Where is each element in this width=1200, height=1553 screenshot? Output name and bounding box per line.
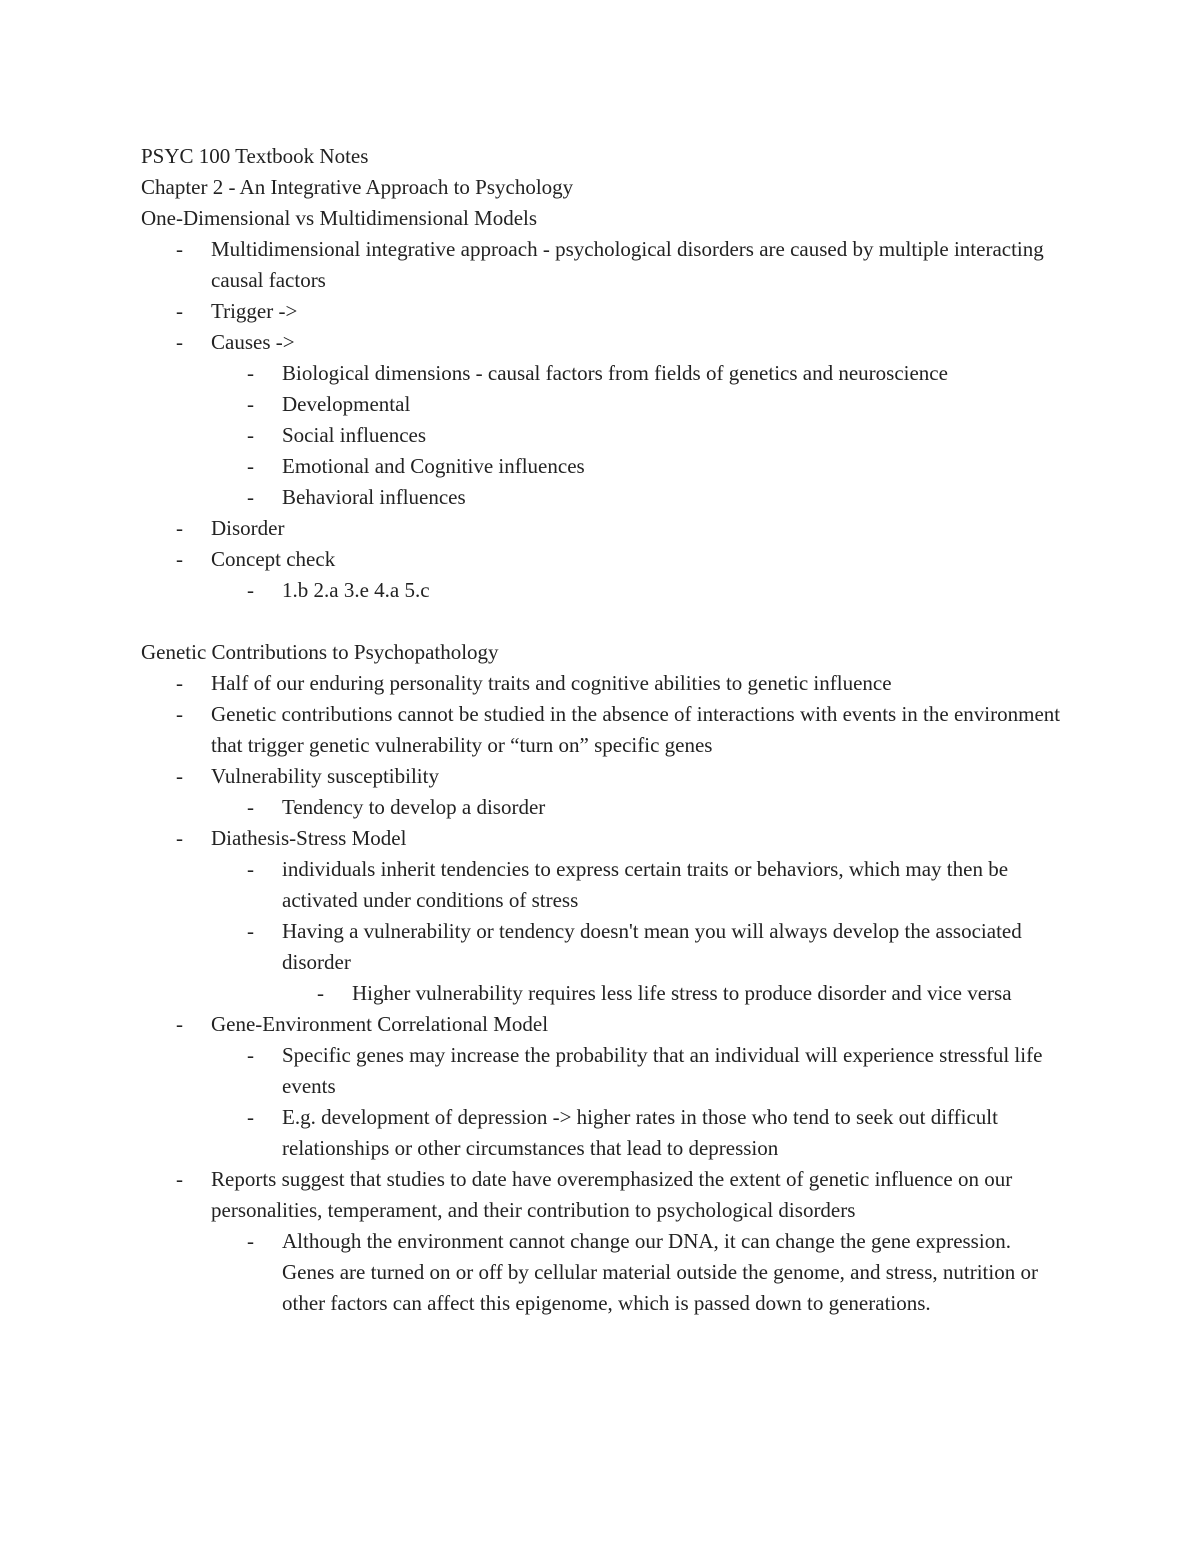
bullet-dash: - [176,1167,183,1191]
list-item-text: Biological dimensions - causal factors from fields of genetics and neuroscience [282,361,948,385]
list-item [141,575,1061,606]
list-item-text: Disorder [211,516,285,540]
list-item-text: Higher vulnerability requires less life stress to produce disorder and vice versa [352,981,1012,1005]
list-item [141,389,1061,420]
bullet-dash: - [247,361,254,385]
list-item-text: Genetic contributions cannot be studied in the absence of interactions with events in the environment that trigger genetic vulnerability or “turn on” specific genes [211,702,1061,757]
list-item-text: Causes -> [211,330,295,354]
notes-body [141,203,1061,1319]
list-item [141,327,1061,358]
bullet-dash: - [247,857,254,881]
list-item [141,792,1061,823]
list-item [141,978,1061,1009]
bullet-dash: - [247,392,254,416]
list-item-text: Trigger -> [211,299,298,323]
list-item [141,699,1061,761]
list-item-text: Tendency to develop a disorder [282,795,546,819]
bullet-dash: - [176,764,183,788]
list-item [141,1164,1061,1226]
section-heading: Genetic Contributions to Psychopathology [141,640,499,664]
bullet-dash: - [176,826,183,850]
list-item-text: E.g. development of depression -> higher rates in those who tend to seek out difficult relationships or other circumstances that lead to depression [282,1105,998,1160]
list-item-text: Behavioral influences [282,485,466,509]
list-item-text: Concept check [211,547,336,571]
list-item [141,1102,1061,1164]
section-heading: One-Dimensional vs Multidimensional Models [141,206,538,230]
bullet-dash: - [247,1105,254,1129]
list-item-text: Gene-Environment Correlational Model [211,1012,549,1036]
list-item-text: Social influences [282,423,427,447]
bullet-dash: - [317,981,324,1005]
list-item-text: Developmental [282,392,411,416]
bullet-dash: - [176,330,183,354]
list-item-text: Although the environment cannot change our DNA, it can change the gene expression. Genes are turned on or off by cellular material outside the genome, and stress, nutrition or other factors can affect this epigenome, which is passed down to generations. [282,1229,1038,1315]
list-item [141,513,1061,544]
list-item [141,482,1061,513]
list-item [141,1009,1061,1040]
list-item [141,1226,1061,1319]
list-item-text: Diathesis-Stress Model [211,826,407,850]
list-item [141,544,1061,575]
bullet-dash: - [247,485,254,509]
section-models [141,203,1061,606]
bullet-dash: - [176,671,183,695]
list-item [141,854,1061,916]
list-item [141,296,1061,327]
list-item [141,451,1061,482]
section-spacer [141,606,1061,637]
bullet-dash: - [247,795,254,819]
chapter-heading: Chapter 2 - An Integrative Approach to Psychology [141,175,574,199]
list-item-text: individuals inherit tendencies to express certain traits or behaviors, which may then be activated under conditions of stress [282,857,1009,912]
list-item [141,1040,1061,1102]
bullet-dash: - [247,454,254,478]
list-item [141,420,1061,451]
bullet-dash: - [247,578,254,602]
bullet-dash: - [176,299,183,323]
list-item [141,668,1061,699]
list-item-text: Having a vulnerability or tendency doesn't mean you will always develop the associated disorder [282,919,1022,974]
list-item [141,358,1061,389]
list-item [141,234,1061,296]
bullet-dash: - [247,919,254,943]
list-item-text: Half of our enduring personality traits and cognitive abilities to genetic influence [211,671,892,695]
document-title: PSYC 100 Textbook Notes [141,144,369,168]
list-item [141,916,1061,978]
bullet-dash: - [247,1043,254,1067]
document-page [141,141,1061,1319]
bullet-dash: - [176,702,183,726]
bullet-dash: - [176,237,183,261]
bullet-dash: - [176,516,183,540]
bullet-dash: - [247,1229,254,1253]
list-item-text: Multidimensional integrative approach - psychological disorders are caused by multiple interacting causal factors [211,237,1044,292]
list-item [141,761,1061,792]
list-item-text: Reports suggest that studies to date have overemphasized the extent of genetic influence on our personalities, temperament, and their contribution to psychological disorders [211,1167,1013,1222]
list-item [141,823,1061,854]
list-item-text: Specific genes may increase the probability that an individual will experience stressful life events [282,1043,1043,1098]
bullet-dash: - [176,547,183,571]
bullet-dash: - [176,1012,183,1036]
list-item-text: Emotional and Cognitive influences [282,454,585,478]
bullet-dash: - [247,423,254,447]
section-genetics [141,637,1061,1319]
list-item-text: 1.b 2.a 3.e 4.a 5.c [282,578,430,602]
list-item-text: Vulnerability susceptibility [211,764,439,788]
